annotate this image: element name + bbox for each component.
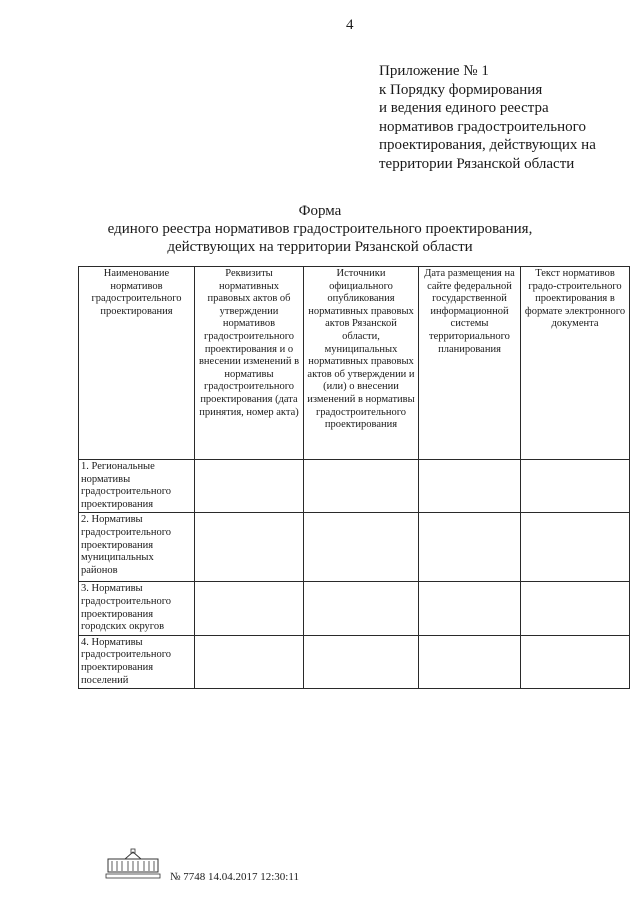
table-cell <box>521 460 630 513</box>
appendix-line: и ведения единого реестра <box>379 100 549 116</box>
table-row <box>79 513 630 582</box>
table-row <box>79 460 630 513</box>
row-label: 3. Нормативы градостроительного проектирования городских округов <box>79 582 195 635</box>
appendix-line: нормативов градостроительного <box>379 118 586 135</box>
table-row <box>79 635 630 688</box>
form-subtitle-line: единого реестра нормативов градостроительного проектирования, <box>107 221 533 237</box>
page-number: 4 <box>346 17 354 33</box>
column-header-requisites: Реквизиты нормативных правовых актов об утверждении нормативов градостроительного проектирования и о внесении изменений в нормативы градостроительного проектирования (дата принятия, номер акта) <box>195 267 304 460</box>
table-cell <box>195 582 304 635</box>
table-cell <box>521 582 630 635</box>
table-row <box>79 582 630 635</box>
column-header-sources: Источники официального опубликования нормативных правовых актов Рязанской области, муниципальных нормативных правовых актов об утверждении и (или) о внесении изменений в нормативы градостроительного проектирования <box>304 267 419 460</box>
row-label: 1. Региональные нормативы градостроительного проектирования <box>79 460 195 513</box>
table-cell <box>195 460 304 513</box>
form-subtitle-line: действующих на территории Рязанской области <box>167 239 473 255</box>
table-cell <box>304 635 419 688</box>
table-cell <box>419 460 521 513</box>
column-header-publication-date: Дата размещения на сайте федеральной государственной информационной системы территориального планирования <box>419 267 521 460</box>
registration-stamp: № 7748 14.04.2017 12:30:11 <box>170 871 299 883</box>
appendix-line: проектирования, действующих на <box>379 137 596 153</box>
form-heading <box>40 202 600 256</box>
table-cell <box>195 635 304 688</box>
registry-table <box>78 266 630 689</box>
table-cell <box>419 513 521 582</box>
form-title: Форма <box>298 203 342 219</box>
building-emblem-icon <box>104 848 162 880</box>
table-header-row <box>79 267 630 460</box>
table-cell <box>521 513 630 582</box>
table-cell <box>304 513 419 582</box>
appendix-line: к Порядку формирования <box>379 81 543 98</box>
table-cell <box>521 635 630 688</box>
table-cell <box>304 582 419 635</box>
table-cell <box>419 635 521 688</box>
table-cell <box>195 513 304 582</box>
row-label: 4. Нормативы градостроительного проектирования поселений <box>79 635 195 688</box>
appendix-note <box>379 62 629 173</box>
appendix-line: территории Рязанской области <box>379 155 575 172</box>
column-header-text: Текст нормативов градо-строительного проектирования в формате электронного документа <box>521 267 630 460</box>
column-header-name: Наименование нормативов градостроительного проектирования <box>79 267 195 460</box>
document-footer <box>104 848 384 888</box>
appendix-line: Приложение № 1 <box>379 63 489 79</box>
row-label: 2. Нормативы градостроительного проектирования муниципальных районов <box>79 513 195 582</box>
table-cell <box>304 460 419 513</box>
table-cell <box>419 582 521 635</box>
